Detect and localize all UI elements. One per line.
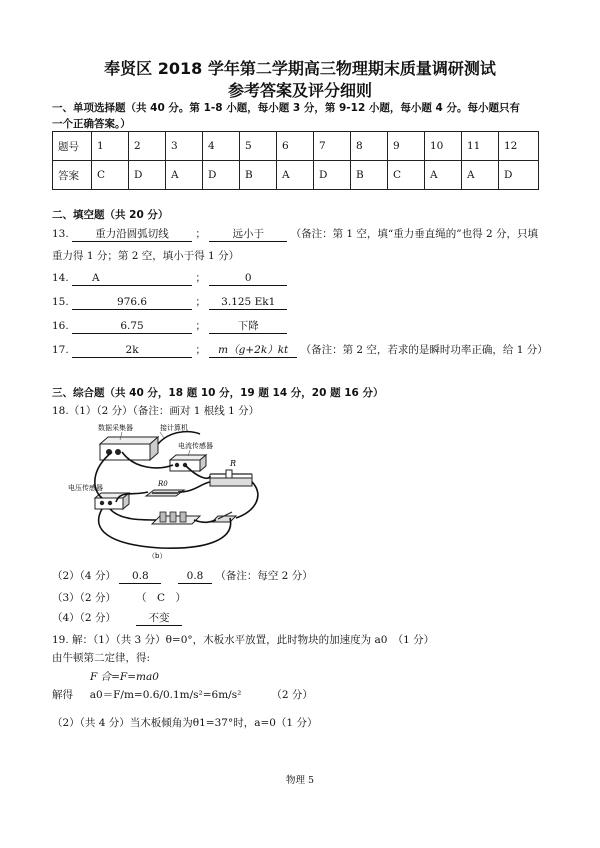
- table-cell: 4: [203, 132, 240, 161]
- separator: ；: [195, 272, 206, 284]
- q14-line: [52, 270, 287, 286]
- q18-3-prefix: （3）（2 分）: [52, 592, 116, 604]
- separator: ；: [195, 344, 206, 356]
- figure-caption: （b）: [148, 552, 167, 560]
- q18-4-answer: 不变: [136, 612, 182, 626]
- q19-line4-formula: a0＝F/m=0.6/0.1m/s²=6m/s²: [89, 689, 242, 701]
- q16-answer-1: 6.75: [72, 320, 192, 334]
- q18-3-answer: （ C ）: [135, 592, 187, 604]
- part2-heading: 二、填空题（共 20 分）: [52, 209, 169, 221]
- part1-heading: 一、单项选择题（共 40 分。第 1-8 小题，每小题 3 分，第 9-12 小题，每小题 4 分。每小题只有: [52, 102, 521, 114]
- q14-answer-2: 0: [209, 272, 287, 286]
- table-cell: D: [499, 161, 539, 190]
- question-number: 14.: [52, 272, 69, 284]
- table-cell: D: [203, 161, 240, 190]
- label-pointer: [160, 432, 164, 438]
- table-cell: C: [92, 161, 129, 190]
- question-number: 16.: [52, 320, 69, 332]
- table-cell: 8: [351, 132, 388, 161]
- q13-answer-2: 远小于: [209, 228, 287, 242]
- q14-answer-1: A: [72, 272, 192, 286]
- q16-answer-2: 下降: [209, 320, 287, 334]
- q19-line4-score: （2 分）: [271, 689, 313, 701]
- q17-note: （备注：第 2 空，若求的是瞬时功率正确，给 1 分）: [300, 344, 548, 356]
- q19-line2: 由牛顿第二定律，得:: [52, 652, 151, 664]
- q18-4: [52, 610, 182, 626]
- q18-2-note: （备注：每空 2 分）: [215, 570, 313, 582]
- table-cell: 1: [92, 132, 129, 161]
- question-number: 17.: [52, 344, 69, 356]
- table-cell: A: [166, 161, 203, 190]
- q19-line3: F 合=F=ma0: [90, 671, 159, 683]
- q19-line4: [52, 687, 313, 702]
- page-subtitle: 参考答案及评分细则: [227, 81, 372, 100]
- table-cell: 12: [499, 132, 539, 161]
- q18-3: [52, 590, 186, 605]
- table-row: [53, 161, 539, 190]
- q19-line1: 19. 解：（1）（共 3 分）θ=0°，木板水平放置，此时物块的加速度为 a0 （1 分）: [52, 634, 435, 646]
- table-row: [53, 132, 539, 161]
- q18-2-answer-1: 0.8: [119, 570, 161, 584]
- q18-4-prefix: （4）（2 分）: [52, 612, 116, 624]
- table-cell: 9: [388, 132, 425, 161]
- table-cell: A: [425, 161, 462, 190]
- resistor-r0: [146, 490, 184, 496]
- table-cell: 6: [277, 132, 314, 161]
- q15-answer-1: 976.6: [72, 296, 192, 310]
- label-computer: 接计算机: [160, 424, 188, 432]
- label-voltage-sensor: 电压传感器: [68, 484, 103, 492]
- separator: ；: [195, 228, 206, 240]
- q17-answer-2: m（g+2k）kt: [209, 344, 297, 358]
- q18-2: [52, 568, 313, 584]
- table-cell: 3: [166, 132, 203, 161]
- q18-2-prefix: （2）（4 分）: [52, 570, 116, 582]
- page-number: 物理 5: [285, 775, 315, 786]
- q17-line: [52, 342, 548, 358]
- part3-heading: 三、综合题（共 40 分，18 题 10 分，19 题 14 分，20 题 16 分）: [52, 387, 384, 399]
- q16-line: [52, 318, 287, 334]
- rheostat-r: [210, 470, 252, 486]
- answer-table: [52, 131, 539, 190]
- label-collector: 数据采集器: [98, 424, 133, 432]
- q19-line5: （2）（共 4 分）当木板倾角为θ1=37°时，a=0（1 分）: [52, 717, 318, 729]
- q15-answer-2: 3.125 Ek1: [209, 296, 287, 310]
- label-r0: R0: [158, 480, 168, 488]
- table-cell: A: [277, 161, 314, 190]
- q13-note: （备注：第 1 空，填“重力垂直绳的”也得 2 分，只填: [290, 228, 539, 240]
- q18-1: 18.（1）（2 分）（备注：画对 1 根线 1 分）: [52, 405, 260, 417]
- page-title: 奉贤区 2018 学年第二学期高三物理期末质量调研测试: [104, 59, 496, 78]
- table-cell: C: [388, 161, 425, 190]
- table-cell: D: [129, 161, 166, 190]
- table-cell: B: [240, 161, 277, 190]
- q13-note-cont: 重力得 1 分；第 2 空，填小于得 1 分）: [52, 250, 240, 262]
- q19-line4-prefix: 解得: [52, 689, 73, 701]
- label-r: R: [230, 459, 237, 468]
- table-cell: D: [314, 161, 351, 190]
- battery-pack: [152, 512, 200, 524]
- table-cell: 11: [462, 132, 499, 161]
- q13-line: [52, 226, 538, 242]
- question-number: 13.: [52, 228, 69, 240]
- table-cell: 10: [425, 132, 462, 161]
- label-current-sensor: 电流传感器: [178, 442, 213, 450]
- q13-answer-1: 重力沿圆弧切线: [72, 228, 192, 242]
- table-cell: A: [462, 161, 499, 190]
- table-cell: B: [351, 161, 388, 190]
- data-collector-box: [100, 437, 158, 460]
- circuit-diagram: [60, 420, 270, 560]
- table-cell: 2: [129, 132, 166, 161]
- q17-answer-1: 2k: [72, 344, 192, 358]
- separator: ；: [195, 320, 206, 332]
- question-number: 15.: [52, 296, 69, 308]
- row-label: 答案: [53, 161, 92, 190]
- row-label: 题号: [53, 132, 92, 161]
- part1-heading-cont: 一个正确答案。）: [52, 118, 131, 130]
- q15-line: [52, 294, 287, 310]
- table-cell: 5: [240, 132, 277, 161]
- table-cell: 7: [314, 132, 351, 161]
- separator: ；: [195, 296, 206, 308]
- q18-2-answer-2: 0.8: [178, 570, 212, 584]
